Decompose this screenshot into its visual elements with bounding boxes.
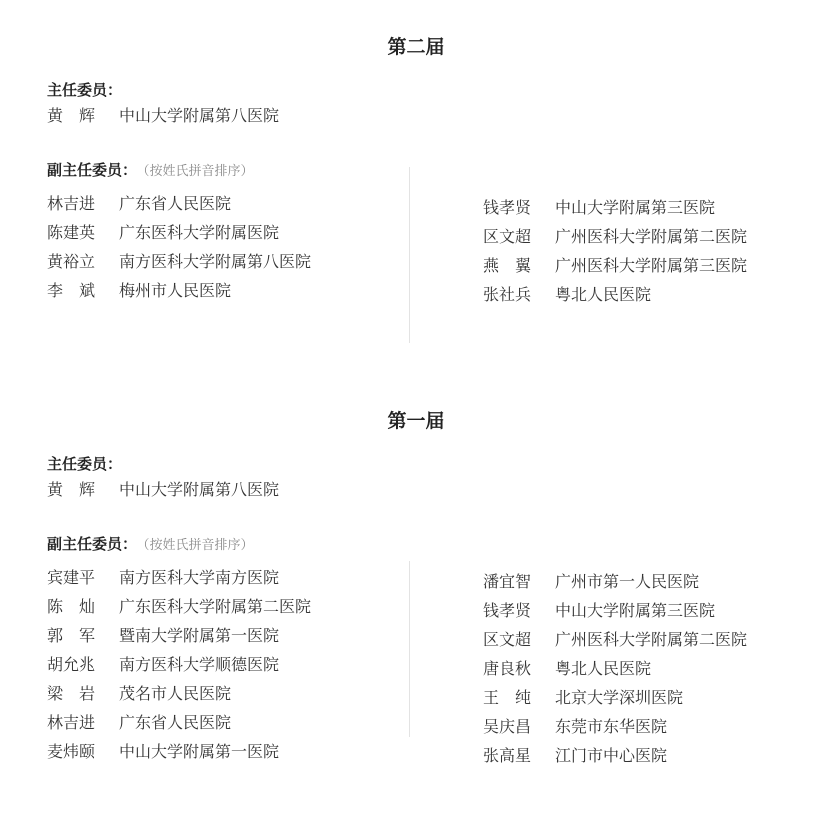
member-org: 广州市第一人民医院 xyxy=(555,572,700,591)
member-name: 潘宜智 xyxy=(483,572,532,591)
member-name: 林吉进 xyxy=(47,194,96,213)
member-name: 唐良秋 xyxy=(483,659,532,678)
director-label-text: 主任委员： xyxy=(47,81,123,99)
list-item xyxy=(483,571,699,593)
member-name: 区文超 xyxy=(483,227,532,246)
member-name: 郭 军 xyxy=(47,626,96,645)
member-org: 南方医科大学附属第八医院 xyxy=(119,252,312,271)
list-item xyxy=(47,280,231,302)
list-item xyxy=(47,654,279,676)
director-label xyxy=(47,80,122,100)
list-item xyxy=(47,712,231,734)
member-org: 广州医科大学附属第二医院 xyxy=(555,630,748,649)
member-name: 黄 辉 xyxy=(47,106,96,125)
deputy-label-text: 副主任委员： xyxy=(47,161,138,179)
list-item xyxy=(483,255,747,277)
list-item xyxy=(47,683,231,705)
member-org: 北京大学深圳医院 xyxy=(555,688,684,707)
member-name: 黄裕立 xyxy=(47,252,96,271)
session-title: 第二届 xyxy=(387,36,445,58)
director-row xyxy=(47,479,279,501)
member-org: 广东省人民医院 xyxy=(119,713,232,732)
member-org: 茂名市人民医院 xyxy=(119,684,232,703)
member-org: 粤北人民医院 xyxy=(555,285,652,304)
member-name: 钱孝贤 xyxy=(483,601,532,620)
list-item xyxy=(483,600,715,622)
member-name: 张高星 xyxy=(483,746,532,765)
column-divider xyxy=(409,167,410,343)
member-org: 江门市中心医院 xyxy=(555,746,668,765)
member-org: 中山大学附属第三医院 xyxy=(555,198,716,217)
list-item xyxy=(47,222,279,244)
director-label xyxy=(47,454,122,474)
column-divider xyxy=(409,561,410,737)
member-name: 胡允兆 xyxy=(47,655,96,674)
member-org: 南方医科大学南方医院 xyxy=(119,568,280,587)
list-item xyxy=(47,251,311,273)
member-name: 陈建英 xyxy=(47,223,96,242)
deputy-label-text: 副主任委员： xyxy=(47,535,138,553)
member-org: 中山大学附属第三医院 xyxy=(555,601,716,620)
member-org: 中山大学附属第八医院 xyxy=(119,480,280,499)
list-item xyxy=(483,658,651,680)
session-title: 第一届 xyxy=(387,410,445,432)
director-row xyxy=(47,105,279,127)
member-org: 暨南大学附属第一医院 xyxy=(119,626,280,645)
member-org: 广东省人民医院 xyxy=(119,194,232,213)
member-name: 陈 灿 xyxy=(47,597,96,616)
member-org: 中山大学附属第一医院 xyxy=(119,742,280,761)
list-item xyxy=(483,284,651,306)
deputy-label xyxy=(47,160,254,182)
list-item xyxy=(47,567,279,589)
member-org: 中山大学附属第八医院 xyxy=(119,106,280,125)
member-name: 黄 辉 xyxy=(47,480,96,499)
member-name: 燕 翼 xyxy=(483,256,532,275)
member-name: 钱孝贤 xyxy=(483,198,532,217)
list-item xyxy=(483,745,667,767)
member-org: 粤北人民医院 xyxy=(555,659,652,678)
list-item xyxy=(483,716,667,738)
list-item xyxy=(47,625,279,647)
sort-note: （按姓氏拼音排序） xyxy=(143,164,254,179)
member-name: 区文超 xyxy=(483,630,532,649)
list-item xyxy=(483,197,715,219)
list-item xyxy=(47,596,311,618)
deputy-label xyxy=(47,534,254,556)
member-name: 梁 岩 xyxy=(47,684,96,703)
member-org: 东莞市东华医院 xyxy=(555,717,668,736)
member-name: 麦炜颐 xyxy=(47,742,96,761)
list-item xyxy=(47,741,279,763)
member-org: 南方医科大学顺德医院 xyxy=(119,655,280,674)
director-label-text: 主任委员： xyxy=(47,455,123,473)
member-org: 广东医科大学附属医院 xyxy=(119,223,280,242)
member-name: 张社兵 xyxy=(483,285,532,304)
sort-note: （按姓氏拼音排序） xyxy=(143,538,254,553)
member-name: 林吉进 xyxy=(47,713,96,732)
list-item xyxy=(483,687,683,709)
member-name: 宾建平 xyxy=(47,568,96,587)
list-item xyxy=(483,226,747,248)
member-org: 广东医科大学附属第二医院 xyxy=(119,597,312,616)
member-name: 李 斌 xyxy=(47,281,96,300)
member-name: 吴庆昌 xyxy=(483,717,532,736)
list-item xyxy=(47,193,231,215)
member-org: 梅州市人民医院 xyxy=(119,281,232,300)
member-org: 广州医科大学附属第二医院 xyxy=(555,227,748,246)
member-org: 广州医科大学附属第三医院 xyxy=(555,256,748,275)
list-item xyxy=(483,629,747,651)
member-name: 王 纯 xyxy=(483,688,532,707)
